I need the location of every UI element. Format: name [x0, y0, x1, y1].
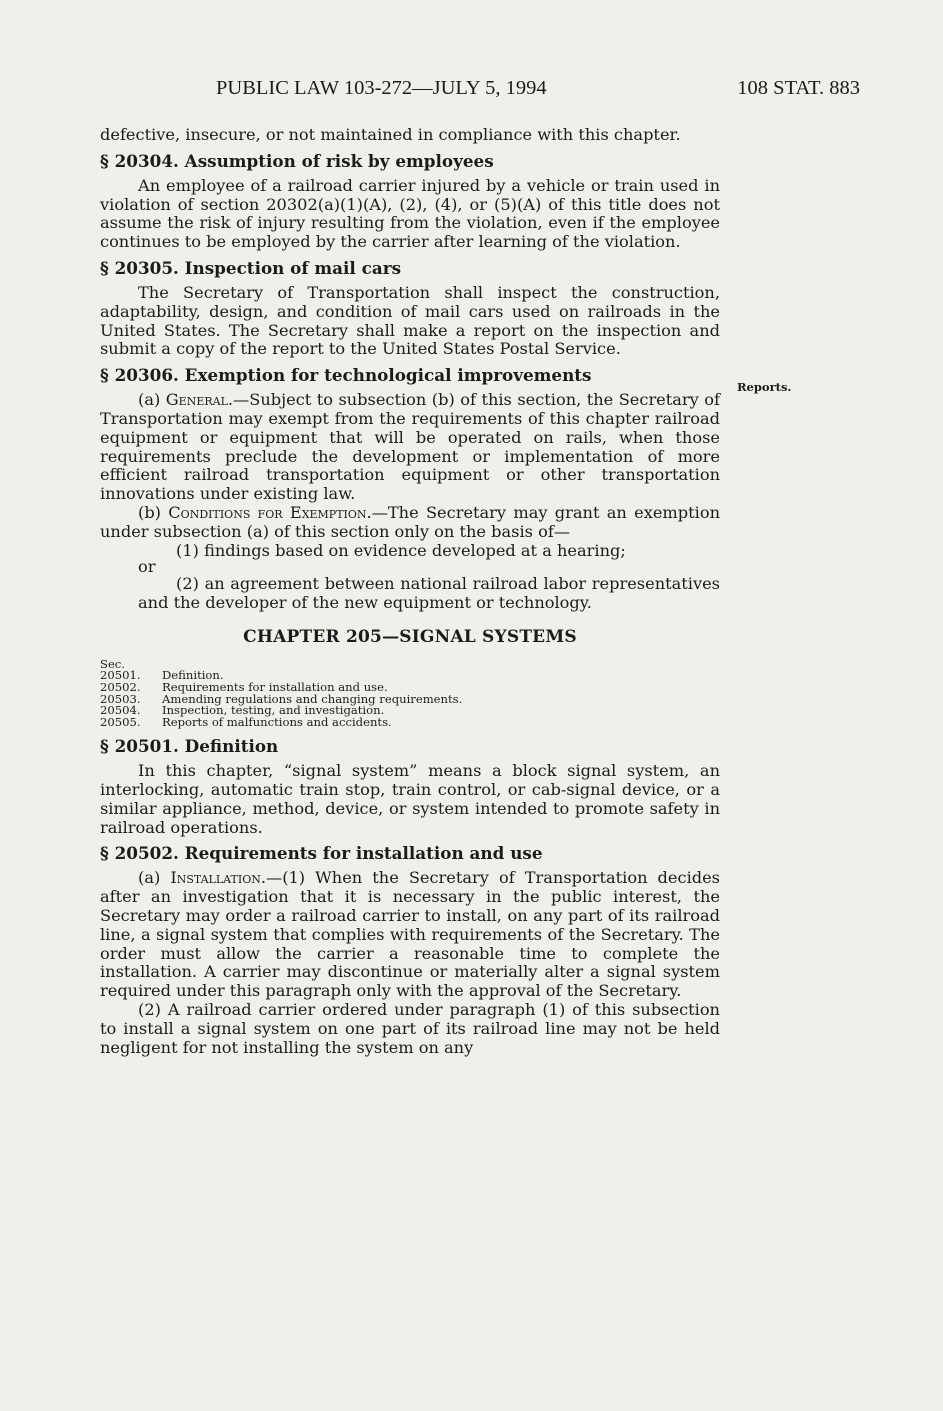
subsection-a-general: [100, 391, 720, 504]
toc-number: 20505.: [100, 714, 141, 729]
subsection-label: (a): [138, 868, 171, 888]
section-heading-20304: § 20304. Assumption of risk by employees: [100, 150, 494, 171]
toc-number: 20503.: [100, 691, 141, 706]
subsection-label: (b): [138, 502, 169, 522]
statute-page-number: 108 STAT. 883: [737, 77, 860, 99]
toc-number: 20501.: [100, 668, 141, 683]
subsection-caption: Installation.: [170, 868, 266, 888]
toc-title: Definition.: [162, 668, 224, 683]
toc-title: Reports of malfunctions and accidents.: [162, 714, 392, 729]
chapter-table-of-contents: [100, 656, 720, 729]
subsection-label: (a): [138, 390, 166, 410]
paragraph-2: (2) A railroad carrier ordered under paragraph (1) of this subsection to install a signal system on one part of its railroad line may not be held negligent for not installing the system on any: [100, 1000, 720, 1057]
toc-row: [100, 714, 720, 729]
toc-title: Inspection, testing, and investigation.: [162, 703, 385, 718]
section-heading-20306: § 20306. Exemption for technological improvements: [100, 365, 592, 386]
margin-note-reports: Reports.: [737, 380, 792, 394]
subsection-b-conditions: [100, 504, 720, 542]
toc-sec-label: Sec.: [100, 656, 125, 671]
section-text-20305: The Secretary of Transportation shall inspect the construction, adaptability, design, and condition of mail cars used on railroads in the United States. The Secretary shall make a report on the inspection and submit a copy of the report to the United States Postal Service.: [100, 282, 720, 359]
running-header: [100, 77, 860, 103]
or-connector: or: [138, 557, 156, 577]
toc-title: Amending regulations and changing requirements.: [162, 691, 463, 706]
section-heading-20501: § 20501. Definition: [100, 736, 279, 757]
chapter-title: CHAPTER 205—SIGNAL SYSTEMS: [243, 626, 577, 647]
section-heading-20502: § 20502. Requirements for installation and use: [100, 843, 543, 864]
subsection-caption: General.: [165, 390, 234, 410]
subsection-text: —The Secretary may grant an exemption under subsection (a) of this section only on the basis of—: [100, 502, 720, 541]
header-title: PUBLIC LAW 103-272—JULY 5, 1994: [216, 77, 547, 99]
toc-title: Requirements for installation and use.: [162, 679, 388, 694]
subsection-text: —Subject to subsection (b) of this section, the Secretary of Transportation may exempt from the requirements of this chapter railroad equipment or equipment that will be operated on rails, when those requirements preclude the development or implementation of more efficient railroad transportation equipment or other transportation innovations under existing law.: [100, 390, 720, 504]
continued-paragraph: defective, insecure, or not maintained in compliance with this chapter.: [100, 125, 681, 144]
toc-number: 20502.: [100, 679, 141, 694]
subsection-text: —(1) When the Secretary of Transportation decides after an investigation that it is necessary in the public interest, the Secretary may order a railroad carrier to install, on any part of its railroad line, a signal system that complies with requirements of the Secretary. The order must allow the carrier a reasonable time to complete the installation. A carrier may discontinue or materially alter a signal system required under this paragraph only with the approval of the Secretary.: [100, 868, 720, 1001]
section-text-20501: In this chapter, “signal system” means a block signal system, an interlocking, automatic train stop, train control, or cab-signal device, or a similar appliance, method, device, or system intended to promote safety in railroad operations.: [100, 761, 720, 837]
paragraph-item-2: (2) an agreement between national railroad labor representatives and the developer of the new equipment or technology.: [138, 574, 720, 612]
document-body: [100, 126, 720, 1057]
toc-number: 20504.: [100, 703, 141, 718]
subsection-a-installation: [100, 869, 720, 1001]
section-heading-20305: § 20305. Inspection of mail cars: [100, 257, 402, 278]
section-text-20304: An employee of a railroad carrier injured by a vehicle or train used in violation of section 20302(a)(1)(A), (2), (4), or (5)(A) of this title does not assume the risk of injury resulting from the violation, even if the employee continues to be employed by the carrier after learning of the violation.: [100, 175, 720, 252]
subsection-caption: Conditions for Exemption.: [168, 502, 372, 522]
paragraph-item-1: (1) findings based on evidence developed at a hearing;: [176, 540, 626, 560]
